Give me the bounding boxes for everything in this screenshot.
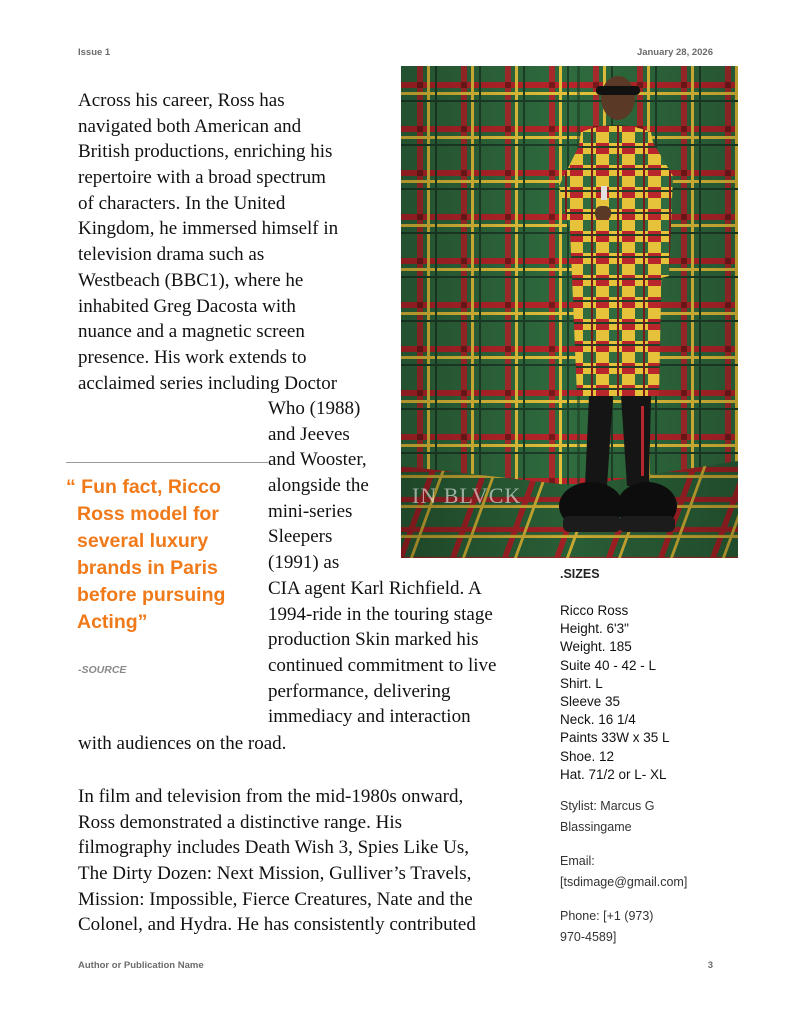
size-item: Shoe. 12 [560,748,615,764]
text-line: Ross demonstrated a distinctive range. His [78,811,402,833]
text-line: Westbeach (BBC1), where he [78,269,304,291]
text-line: 1994-ride in the touring stage [268,603,493,625]
size-item: Paints 33W x 35 L [560,730,670,746]
text-line: filmography includes Death Wish 3, Spies Like Us, [78,837,469,859]
quote-line: Acting” [77,611,148,633]
size-item: Weight. 185 [560,639,632,655]
text-line: Who (1988) [268,398,361,419]
size-item: Ricco Ross [560,603,629,618]
footer-author: Author or Publication Name [78,960,204,971]
text-line: acclaimed series including Doctor [78,372,338,394]
pull-quote-rule [66,462,268,463]
quote-source: -SOURCE [78,664,127,676]
email-value[interactable]: [tsdimage@gmail.com] [560,875,688,889]
text-line: Across his career, Ross has [78,90,285,111]
text-line: inhabited Greg Dacosta with [78,295,296,317]
phone-line: 970-4589] [560,930,617,944]
text-line: immediacy and interaction [268,706,471,728]
size-item: Neck. 16 1/4 [560,712,636,728]
size-item: Height. 6'3" [560,621,629,637]
text-line: with audiences on the road. [78,733,287,754]
text-line: Mission: Impossible, Fierce Creatures, Nate and the [78,888,473,910]
text-line: (1991) as [268,552,340,574]
article-text-bottom [78,784,476,938]
text-line: mini-series [268,500,353,522]
text-line: Kingdom, he immersed himself in [78,218,339,240]
sizes-list [560,602,670,784]
size-item: Hat. 71/2 or L- XL [560,766,667,782]
quote-line: brands in Paris [77,557,218,579]
article-text-tail [78,731,286,757]
text-line: Sleepers [268,526,333,548]
text-line: performance, delivering [268,680,451,702]
size-item: Shirt. L [560,675,603,691]
size-item: Sleeve 35 [560,694,621,710]
email-label: Email: [560,854,595,868]
quote-line: “ Fun fact, Ricco [66,476,221,498]
text-line: In film and television from the mid-1980s onward, [78,786,464,807]
stylist-line: Stylist: Marcus G [560,799,655,813]
sizes-heading: .SIZES [560,567,600,581]
text-line: Colonel, and Hydra. He has consistently contributed [78,914,476,936]
text-line: The Dirty Dozen: Next Mission, Gulliver’s Travels, [78,863,472,885]
stylist-line: Blassingame [560,820,632,834]
text-line: CIA agent Karl Richfield. A [268,577,482,599]
text-line: repertoire with a broad spectrum [78,167,326,189]
quote-line: Ross model for [77,503,219,525]
text-line: and Wooster, [268,449,367,471]
phone-line: Phone: [+1 (973) [560,909,654,923]
quote-line: several luxury [77,530,209,552]
article-text-top [78,88,338,396]
quote-line: before pursuing [77,584,226,606]
photo-watermark: IN BLVCK [412,483,522,508]
text-line: and Jeeves [268,423,350,445]
text-line: British productions, enriching his [78,141,333,163]
text-line: presence. His work extends to [78,346,307,368]
text-line: navigated both American and [78,115,302,137]
page-number: 3 [707,960,713,971]
issue-label: Issue 1 [78,47,111,58]
issue-date: January 28, 2026 [636,47,713,58]
email-info [560,851,687,893]
text-line: production Skin marked his [268,629,479,651]
pull-quote [66,474,266,636]
text-line: continued commitment to live [268,654,497,676]
stylist-info [560,796,654,838]
text-line: nuance and a magnetic screen [78,321,305,343]
phone-info [560,906,653,948]
text-line: alongside the [268,475,369,497]
text-line: television drama such as [78,244,265,266]
text-line: of characters. In the United [78,192,286,214]
size-item: Suite 40 - 42 - L [560,657,657,673]
